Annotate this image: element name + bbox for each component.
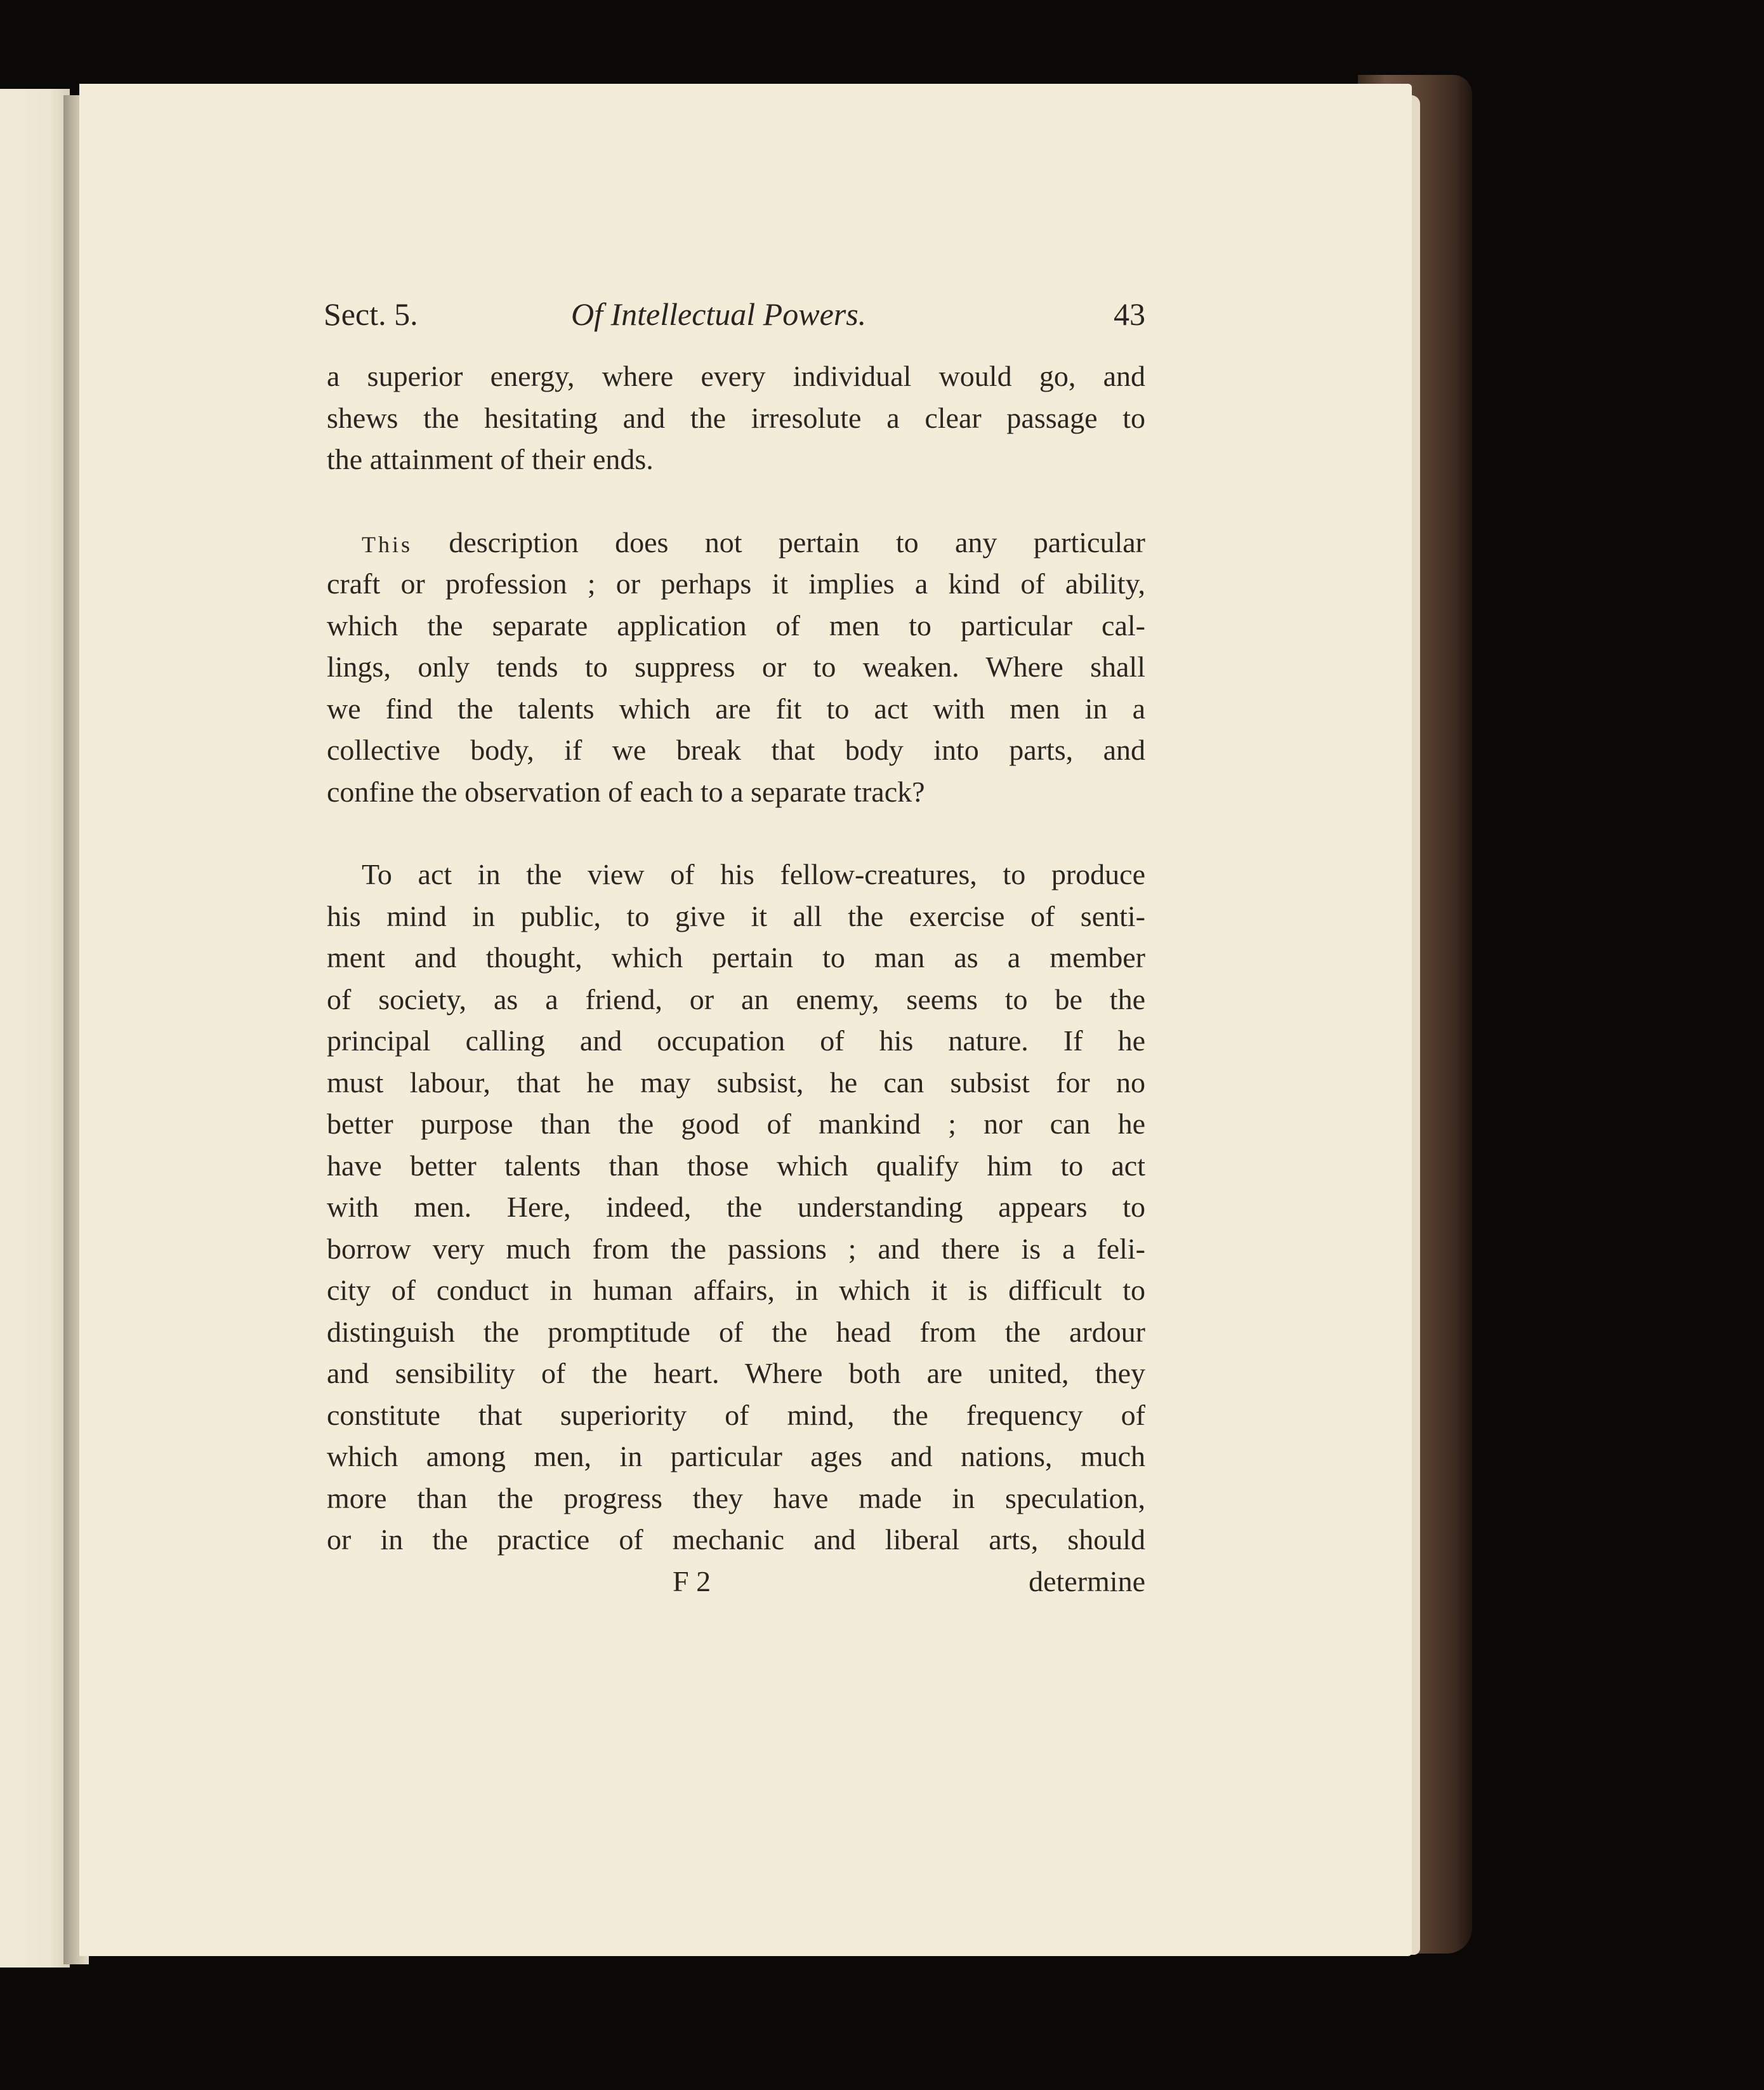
text-line: city of conduct in human affairs, in which it is difficult to <box>327 1274 1145 1306</box>
text-line <box>327 522 1145 564</box>
text-line: better purpose than the good of mankind ; nor can he <box>327 1108 1145 1140</box>
text-line: have better talents than those which qualify him to act <box>327 1149 1145 1182</box>
text-line: must labour, that he may subsist, he can subsist for no <box>327 1066 1145 1099</box>
text-line: and sensibility of the heart. Where both are united, they <box>327 1357 1145 1389</box>
text-line: with men. Here, indeed, the understanding appears to <box>327 1191 1145 1223</box>
page-footer <box>327 1564 1145 1609</box>
text-line: shews the hesitating and the irresolute a clear passage to <box>327 401 1145 434</box>
text-line: borrow very much from the passions ; and there is a feli- <box>327 1232 1145 1265</box>
text-line: ment and thought, which pertain to man as a member <box>327 941 1145 974</box>
text-line: which the separate application of men to particular cal- <box>327 609 1145 642</box>
text-line: lings, only tends to suppress or to weaken. Where shall <box>327 651 1145 683</box>
catchword: determine <box>1029 1565 1145 1597</box>
section-label: Sect. 5. <box>324 296 418 332</box>
left-facing-page <box>0 89 70 1968</box>
text-line: his mind in public, to give it all the exercise of senti- <box>327 899 1145 932</box>
text-line: collective body, if we break that body into parts, and <box>327 734 1145 766</box>
text-line: craft or profession ; or perhaps it implies a kind of ability, <box>327 567 1145 600</box>
running-head <box>324 296 1145 340</box>
text-line: principal calling and occupation of his nature. If he <box>327 1024 1145 1057</box>
text-line: confine the observation of each to a separate track? <box>327 775 925 808</box>
text-line: a superior energy, where every individual would go, and <box>327 360 1145 392</box>
page-number: 43 <box>1114 296 1145 332</box>
paragraph-gap <box>327 480 1145 522</box>
text-line: constitute that superiority of mind, the frequency of <box>327 1398 1145 1431</box>
text-line: more than the progress they have made in speculation, <box>327 1481 1145 1514</box>
text-line: or in the practice of mechanic and liberal arts, should <box>327 1523 1145 1556</box>
text-run: description does not pertain to any particular <box>412 526 1145 559</box>
paragraph-gap <box>327 812 1145 854</box>
text-line: distinguish the promptitude of the head from the ardour <box>327 1315 1145 1348</box>
small-caps-lead: This <box>362 531 413 557</box>
text-line: To act in the view of his fellow-creatures, to produce <box>362 858 1145 890</box>
text-line: we find the talents which are fit to act with men in a <box>327 692 1145 725</box>
signature-mark: F 2 <box>673 1565 711 1597</box>
text-line: the attainment of their ends. <box>327 443 654 475</box>
text-line: which among men, in particular ages and nations, much <box>327 1440 1145 1472</box>
body-text <box>327 355 1145 1561</box>
text-line: of society, as a friend, or an enemy, seems to be the <box>327 982 1145 1015</box>
running-title: Of Intellectual Powers. <box>571 296 867 332</box>
